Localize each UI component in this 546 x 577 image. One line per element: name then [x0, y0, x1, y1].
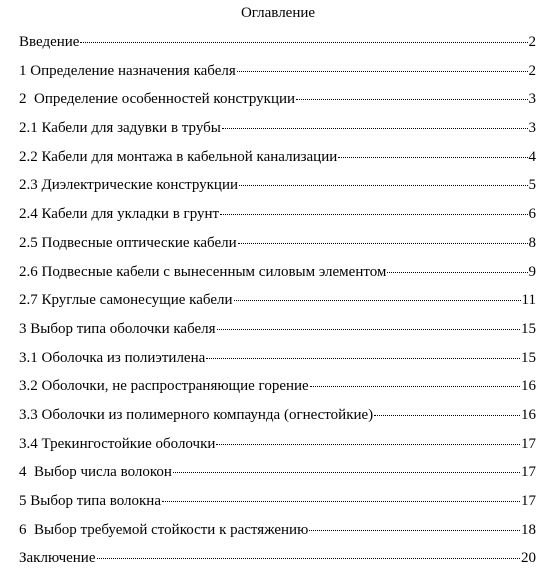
toc-entry[interactable]: [19, 548, 536, 577]
toc-entry[interactable]: [19, 175, 536, 204]
toc-entry[interactable]: [19, 32, 536, 61]
toc-entry-text: Заключение: [19, 550, 96, 567]
toc-list: [19, 32, 536, 577]
toc-dot-leader: [80, 41, 527, 43]
toc-entry[interactable]: [19, 118, 536, 147]
toc-entry-text: 2.1 Кабели для задувки в трубы: [19, 120, 221, 137]
toc-page-number: 6: [528, 206, 536, 223]
toc-dot-leader: [239, 184, 527, 186]
toc-entry[interactable]: [19, 147, 536, 176]
toc-dot-leader: [296, 98, 527, 100]
toc-entry[interactable]: [19, 89, 536, 118]
toc-entry[interactable]: [19, 462, 536, 491]
toc-page-number: 2: [528, 34, 536, 50]
toc-dot-leader: [173, 471, 520, 473]
toc-dot-leader: [216, 443, 520, 445]
toc-page-number: 8: [528, 234, 536, 251]
toc-entry[interactable]: [19, 233, 536, 262]
toc-entry[interactable]: [19, 319, 536, 348]
toc-page-number: 4: [528, 148, 536, 165]
toc-dot-leader: [374, 414, 520, 416]
toc-entry-text: 2.5 Подвесные оптические кабели: [19, 234, 237, 251]
toc-page-number: 3: [528, 120, 536, 137]
toc-entry-text: 3.2 Оболочки, не распространяющие горение: [19, 378, 309, 395]
toc-dot-leader: [206, 357, 520, 359]
toc-page-number: 20: [521, 550, 536, 567]
toc-page-number: 17: [521, 435, 536, 452]
toc-page-number: 17: [521, 493, 536, 509]
toc-page-number: 3: [528, 91, 536, 108]
toc-dot-leader: [97, 557, 521, 559]
toc-entry[interactable]: [19, 376, 536, 405]
toc-entry[interactable]: [19, 405, 536, 434]
toc-dot-leader: [309, 529, 520, 531]
toc-entry[interactable]: [19, 348, 536, 377]
toc-dot-leader: [338, 156, 527, 158]
toc-page-number: 2: [528, 62, 536, 79]
toc-page-number: 17: [521, 464, 536, 481]
toc-entry[interactable]: [19, 61, 536, 90]
toc-entry-text: Введение: [19, 34, 80, 50]
toc-page-number: 15: [521, 349, 536, 366]
toc-dot-leader: [387, 271, 527, 273]
toc-entry[interactable]: [19, 520, 536, 549]
toc-dot-leader: [220, 213, 527, 215]
toc-entry-text: 3.4 Трекингостойкие оболочки: [19, 435, 216, 452]
toc-dot-leader: [222, 127, 528, 129]
toc-entry-text: 2.2 Кабели для монтажа в кабельной канализации: [19, 148, 338, 165]
toc-entry-text: 3.1 Оболочка из полиэтилена: [19, 349, 206, 366]
toc-dot-leader: [310, 385, 520, 387]
toc-entry[interactable]: [19, 204, 536, 233]
toc-dot-leader: [162, 500, 520, 502]
toc-page-number: 16: [521, 406, 536, 423]
toc-entry-text: 2.3 Диэлектрические конструкции: [19, 177, 239, 194]
toc-entry-text: 5 Выбор типа волокна: [19, 493, 161, 509]
toc-entry-text: 2 Определение особенностей конструкции: [19, 91, 296, 108]
toc-page-number: 11: [521, 292, 536, 309]
toc-title: Оглавление: [240, 5, 316, 21]
toc-entry-text: 2.7 Круглые самонесущие кабели: [19, 292, 233, 309]
toc-dot-leader: [238, 242, 528, 244]
toc-page-number: 5: [528, 177, 536, 194]
toc-entry-text: 1 Определение назначения кабеля: [19, 62, 236, 79]
toc-page-number: 9: [528, 263, 536, 280]
toc-page-number: 18: [521, 521, 536, 538]
toc-entry[interactable]: [19, 491, 536, 520]
toc-entry-text: 2.6 Подвесные кабели с вынесенным силовым элементом: [19, 263, 387, 280]
toc-page-number: 16: [521, 378, 536, 395]
toc-page-number: 15: [521, 320, 536, 337]
toc-entry-text: 4 Выбор числа волокон: [19, 464, 172, 481]
toc-entry-text: 2.4 Кабели для укладки в грунт: [19, 206, 220, 223]
toc-entry[interactable]: [19, 434, 536, 463]
toc-dot-leader: [234, 299, 521, 301]
toc-entry-text: 6 Выбор требуемой стойкости к растяжению: [19, 521, 309, 538]
toc-entry-text: 3 Выбор типа оболочки кабеля: [19, 320, 216, 337]
toc-entry[interactable]: [19, 262, 536, 291]
toc-entry-text: 3.3 Оболочки из полимерного компаунда (огнестойкие): [19, 406, 374, 423]
toc-entry[interactable]: [19, 290, 536, 319]
toc-dot-leader: [217, 328, 520, 330]
toc-dot-leader: [237, 70, 528, 72]
